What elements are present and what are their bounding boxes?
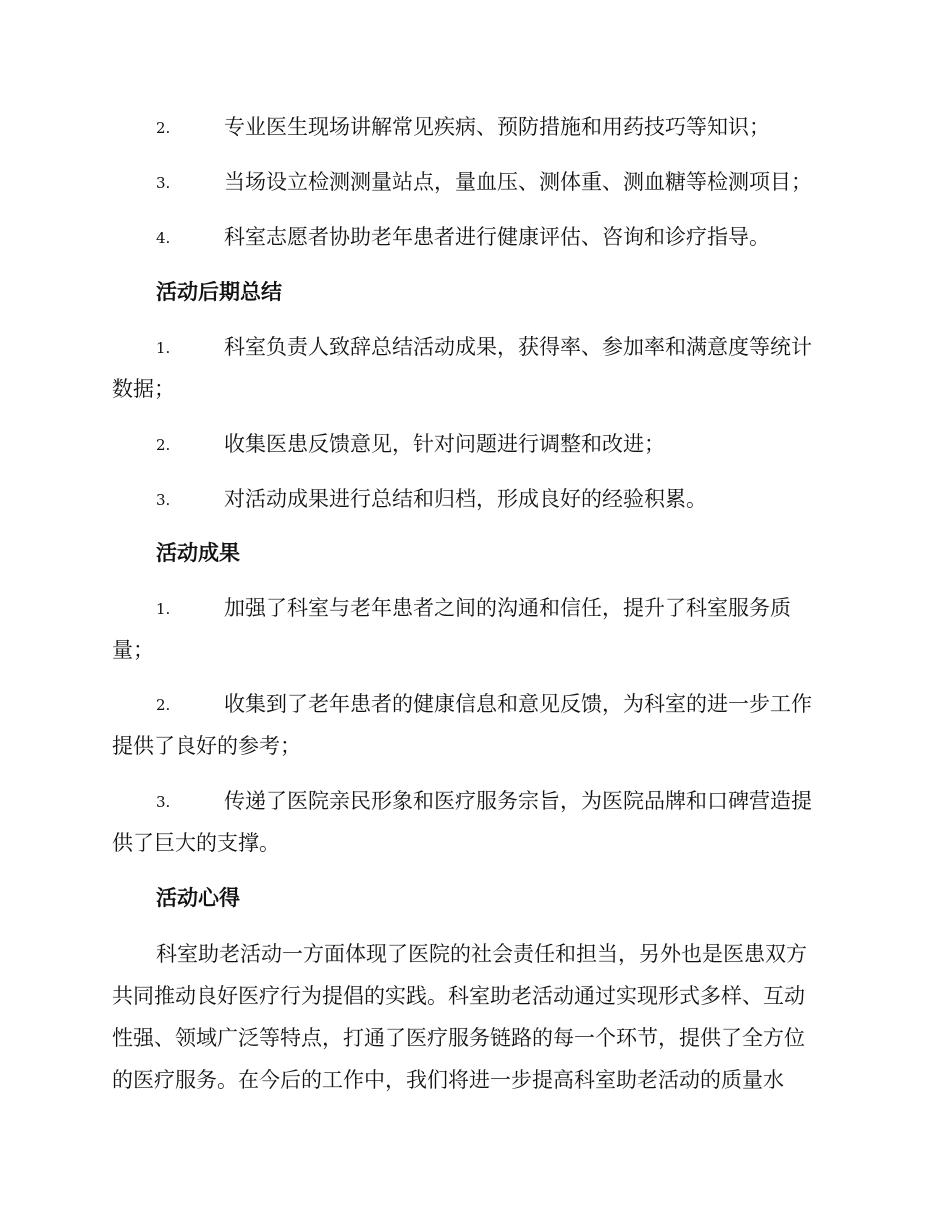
list-item-number: 1. xyxy=(156,339,171,357)
list-item-text: 对活动成果进行总结和归档，形成良好的经验积累。 xyxy=(224,487,707,511)
list-item-number: 2. xyxy=(156,696,171,714)
list-item-continuation: 数据； xyxy=(112,377,175,401)
list-item-text: 当场设立检测测量站点，量血压、测体重、测血糖等检测项目； xyxy=(224,170,812,194)
paragraph-line: 的医疗服务。在今后的工作中，我们将进一步提高科室助老活动的质量水 xyxy=(112,1068,784,1092)
list-item-number: 2. xyxy=(156,436,171,454)
list-item-continuation: 提供了良好的参考； xyxy=(112,734,301,758)
list-item-text: 专业医生现场讲解常见疾病、预防措施和用药技巧等知识； xyxy=(224,115,770,139)
list-item-number: 4. xyxy=(156,229,171,247)
paragraph-line: 共同推动良好医疗行为提倡的实践。科室助老活动通过实现形式多样、互动 xyxy=(112,984,805,1008)
list-item-text: 科室志愿者协助老年患者进行健康评估、咨询和诊疗指导。 xyxy=(224,225,770,249)
list-item-continuation: 量； xyxy=(112,638,154,662)
list-item-number: 3. xyxy=(156,491,171,509)
list-item-text: 传递了医院亲民形象和医疗服务宗旨，为医院品牌和口碑营造提 xyxy=(224,789,812,813)
list-item-text: 收集医患反馈意见，针对问题进行调整和改进； xyxy=(224,432,665,456)
list-item-number: 3. xyxy=(156,793,171,811)
list-item-text: 收集到了老年患者的健康信息和意见反馈，为科室的进一步工作 xyxy=(224,692,812,716)
list-item-number: 1. xyxy=(156,600,171,618)
section-heading-summary: 活动后期总结 xyxy=(156,279,282,304)
paragraph-line: 性强、领域广泛等特点，打通了医疗服务链路的每一个环节，提供了全方位 xyxy=(112,1026,805,1050)
list-item-number: 2. xyxy=(156,119,171,137)
section-heading-results: 活动成果 xyxy=(156,540,240,565)
list-item-continuation: 供了巨大的支撑。 xyxy=(112,831,280,855)
list-item-text: 加强了科室与老年患者之间的沟通和信任，提升了科室服务质 xyxy=(224,596,791,620)
list-item-number: 3. xyxy=(156,174,171,192)
section-heading-reflection: 活动心得 xyxy=(156,885,240,910)
list-item-text: 科室负责人致辞总结活动成果，获得率、参加率和满意度等统计 xyxy=(224,335,812,359)
paragraph-line: 科室助老活动一方面体现了医院的社会责任和担当，另外也是医患双方 xyxy=(156,942,807,966)
